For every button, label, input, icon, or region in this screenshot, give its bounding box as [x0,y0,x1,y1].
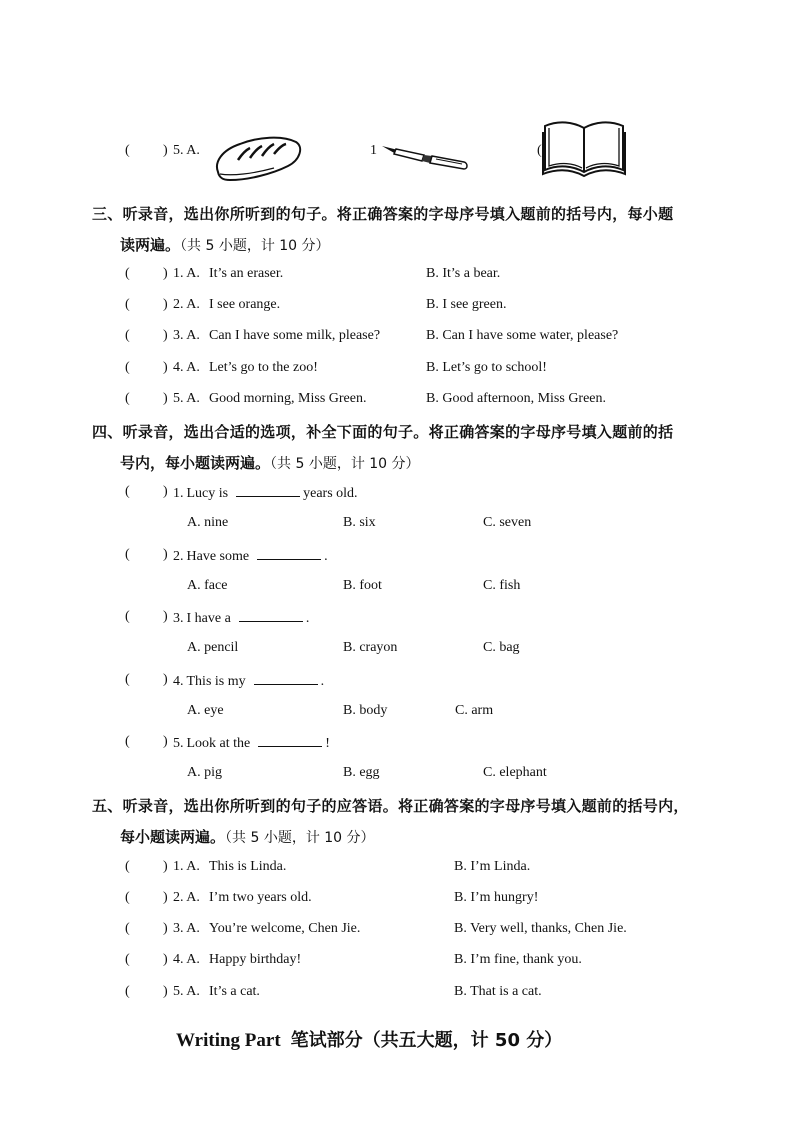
question-number: 5. A. [173,143,200,158]
section4-title-cont [120,452,420,473]
answer-paren-close: ) [163,484,168,499]
answer-paren-open: ( [125,484,130,499]
answer-blank [239,609,303,622]
answer-paren-close: ) [163,734,168,749]
sentence [173,547,328,565]
section4-meta: （共 5 小题，计 10 分） [270,456,420,472]
choice-option: A. pencil [187,640,239,655]
sentence-end: . [305,611,310,626]
option-b-mark: 1 [370,143,377,158]
option-a: It’s a cat. [209,984,260,999]
answer-paren-open: ( [125,360,130,375]
answer-paren-open: ( [125,672,130,687]
question-number: 2. [173,549,184,564]
question-number: 4. [173,674,184,689]
question-number: 3. [173,611,184,626]
choice-option: B. six [343,515,376,530]
question-number: 1. A. [173,859,200,874]
sentence-start: Lucy is [186,486,229,501]
answer-paren-open: ( [125,143,130,158]
option-b: B. Can I have some water, please? [426,328,619,343]
option-b: B. Very well, thanks, Chen Jie. [454,921,627,936]
writing-part-cn: 笔试部分（共五大题，计 50 分） [290,1030,563,1051]
option-a: I’m two years old. [209,890,312,905]
choice-option: C. seven [483,515,532,530]
question-number: 3. A. [173,921,200,936]
answer-paren-close: ) [163,360,168,375]
choice-option: A. face [187,578,228,593]
answer-paren-open: ( [125,952,130,967]
sentence [173,672,324,690]
sentence-start: This is my [186,674,246,689]
section4-title-cont-text: 号内，每小题读两遍。 [120,454,271,472]
section4-title: 四、听录音，选出合适的选项，补全下面的句子。将正确答案的字母序号填入题前的括 [92,423,674,441]
option-a: You’re welcome, Chen Jie. [209,921,361,936]
choice-option: B. egg [343,765,380,780]
answer-paren-close: ) [163,890,168,905]
answer-paren-close: ) [163,859,168,874]
question-number: 2. A. [173,890,200,905]
answer-paren-open: ( [125,547,130,562]
choice-option: A. pig [187,765,222,780]
sentence-start: I have a [186,611,231,626]
sentence-end: ! [325,736,330,751]
answer-paren-close: ) [163,328,168,343]
choice-option: B. body [343,703,388,718]
question-number: 1. A. [173,266,200,281]
answer-paren-close: ) [163,984,168,999]
section3-title-cont [120,234,330,255]
option-b: B. It’s a bear. [426,266,501,281]
question-number: 2. A. [173,297,200,312]
answer-paren-close: ) [163,672,168,687]
option-b: B. I’m Linda. [454,859,531,874]
section5-title-cont-text: 每小题读两遍。 [120,828,226,846]
answer-paren-close: ) [163,609,168,624]
option-a: Happy birthday! [209,952,302,967]
section3-title-cont-text: 读两遍。 [120,236,181,254]
book-icon [541,118,627,178]
question-number: 5. A. [173,984,200,999]
section3-title: 三、听录音，选出你所听到的句子。将正确答案的字母序号填入题前的括号内，每小题 [92,205,674,223]
answer-blank [236,484,300,497]
choice-option: B. foot [343,578,382,593]
section5-title-cont [120,826,375,847]
question-number: 3. A. [173,328,200,343]
choice-option: C. bag [483,640,520,655]
choice-option: A. eye [187,703,224,718]
choice-option: C. elephant [483,765,547,780]
answer-paren-close: ) [163,266,168,281]
pen-icon [380,140,470,170]
section3-meta: （共 5 小题，计 10 分） [180,238,330,254]
sentence-start: Have some [186,549,250,564]
answer-blank [254,672,318,685]
option-a: This is Linda. [209,859,287,874]
choice-option: B. crayon [343,640,398,655]
sentence-end: . [320,674,325,689]
option-b: B. Good afternoon, Miss Green. [426,391,607,406]
answer-paren-open: ( [125,328,130,343]
choice-option: C. arm [455,703,494,718]
answer-paren-open: ( [125,391,130,406]
answer-paren-close: ) [163,391,168,406]
question-number: 4. A. [173,360,200,375]
answer-paren-open: ( [125,984,130,999]
option-b: B. I’m hungry! [454,890,539,905]
option-a: I see orange. [209,297,281,312]
answer-paren-close: ) [163,547,168,562]
answer-paren-close: ) [163,143,168,158]
answer-paren-open: ( [125,921,130,936]
answer-paren-close: ) [163,297,168,312]
option-a: Good morning, Miss Green. [209,391,367,406]
writing-part-en: Writing Part [176,1030,281,1051]
answer-paren-close: ) [163,952,168,967]
section5-title: 五、听录音，选出你所听到的句子的应答语。将正确答案的字母序号填入题前的括号内， [92,797,689,815]
answer-paren-open: ( [125,266,130,281]
section5-meta: （共 5 小题，计 10 分） [225,830,375,846]
sentence [173,609,309,627]
answer-paren-open: ( [125,859,130,874]
answer-blank [257,547,321,560]
answer-paren-close: ) [163,921,168,936]
question-number: 5. A. [173,391,200,406]
question-number: 5. [173,736,184,751]
choice-option: A. nine [187,515,229,530]
bread-icon [212,132,302,184]
option-b: B. I see green. [426,297,507,312]
sentence [173,734,330,752]
option-b: B. I’m fine, thank you. [454,952,582,967]
answer-paren-open: ( [125,609,130,624]
sentence-end: years old. [303,486,358,501]
answer-paren-open: ( [125,890,130,905]
option-b: B. Let’s go to school! [426,360,547,375]
option-b: B. That is a cat. [454,984,542,999]
option-a: It’s an eraser. [209,266,284,281]
choice-option: C. fish [483,578,521,593]
question-number: 4. A. [173,952,200,967]
question-number: 1. [173,486,184,501]
writing-part-heading [176,1026,562,1052]
option-c-mark: ( [537,143,542,158]
sentence-start: Look at the [186,736,251,751]
option-a: Can I have some milk, please? [209,328,381,343]
sentence [173,484,358,502]
sentence-end: . [324,549,328,564]
option-a: Let’s go to the zoo! [209,360,318,375]
answer-paren-open: ( [125,734,130,749]
answer-paren-open: ( [125,297,130,312]
answer-blank [258,734,322,747]
